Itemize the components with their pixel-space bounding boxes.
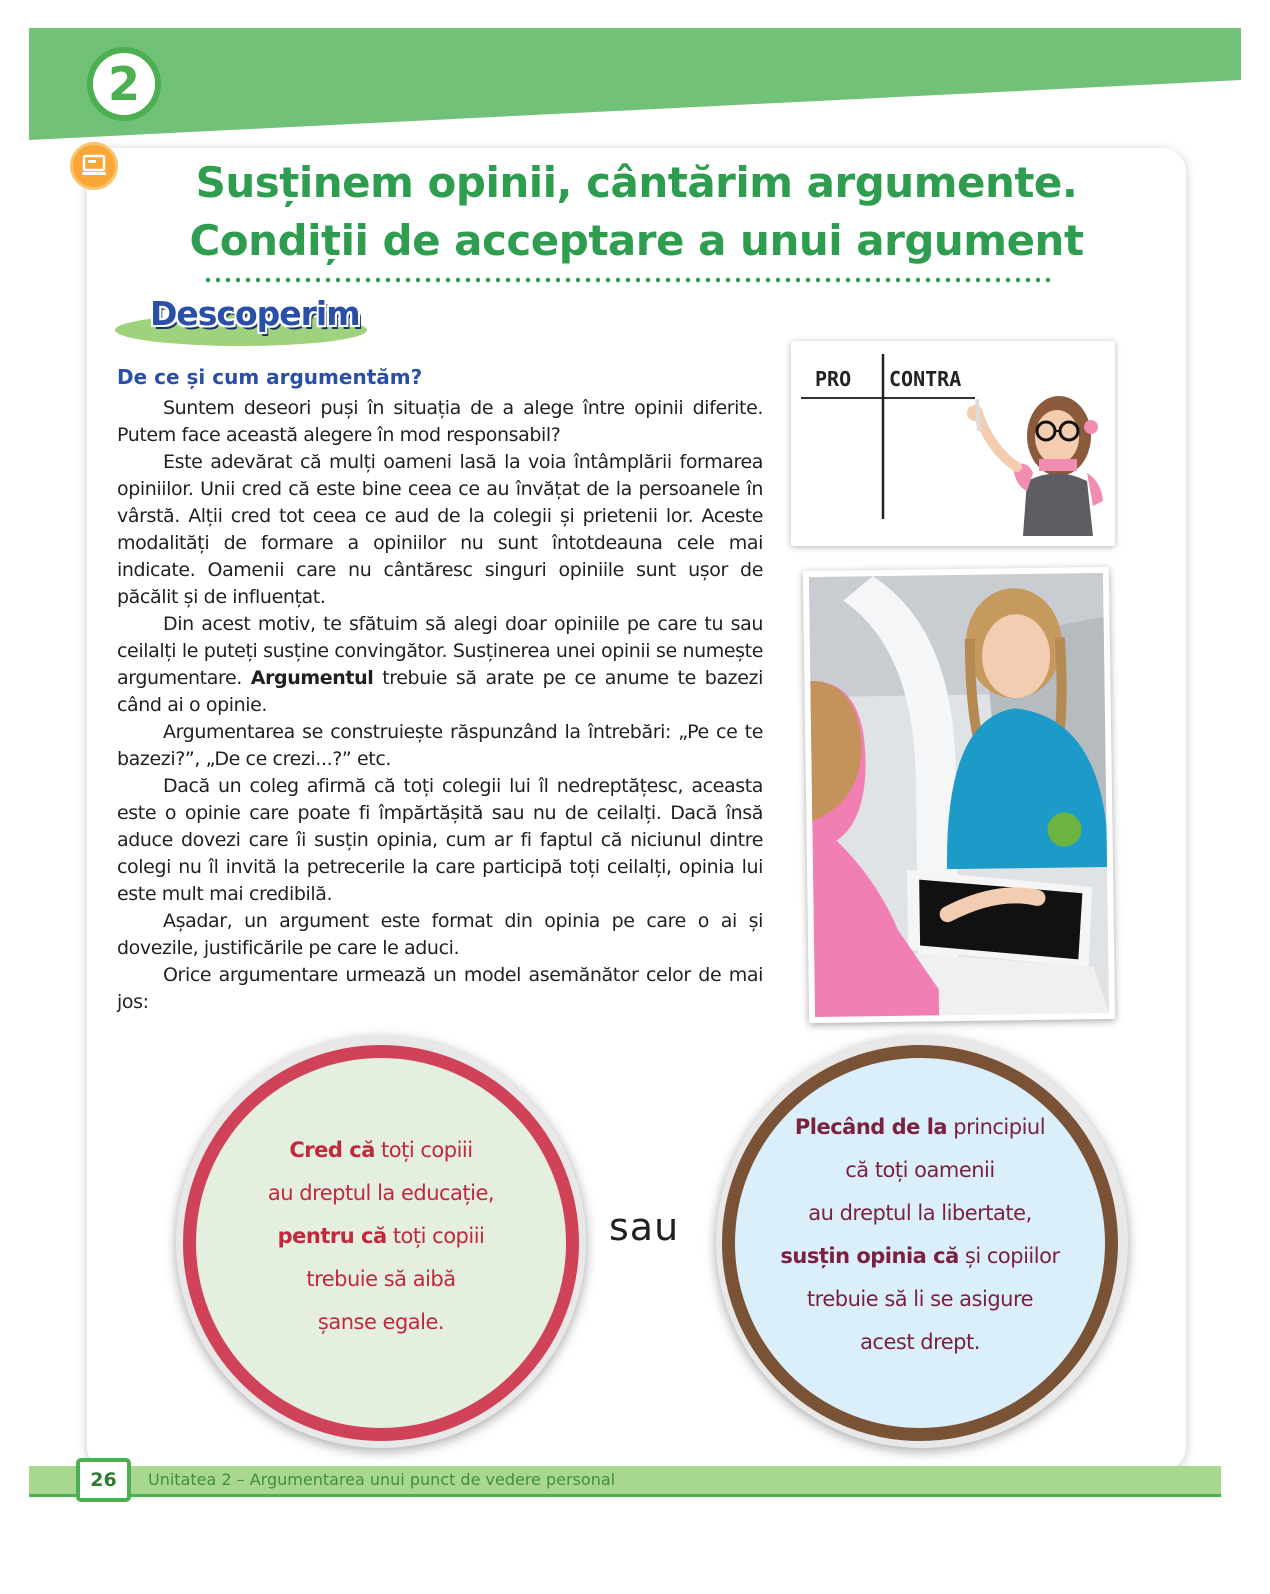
paragraph-4: Argumentarea se construiește răspunzând la întrebări: „Pe ce te bazezi?”, „De ce crezi...?” etc. (117, 721, 763, 770)
right-line-5: trebuie să li se asigure (806, 1287, 1034, 1311)
pro-label: PRO (815, 367, 852, 391)
contra-label: CONTRA (889, 367, 962, 391)
right-line-2: că toți oamenii (845, 1158, 995, 1182)
right-line-1: Plecând de la principiul (794, 1115, 1046, 1139)
page-title-line-2: Condiții de acceptare a unui argument (189, 216, 1084, 265)
left-line-1: Cred că toți copiii (289, 1137, 473, 1162)
paragraph-1: Suntem deseori puși în situația de a alege între opinii diferite. Putem face această alegere în mod responsabil? (117, 397, 763, 446)
page-number: 26 (76, 1458, 131, 1502)
section-label: Descoperim (150, 294, 360, 333)
unit-number-badge (87, 47, 161, 121)
footer-unit-title: Unitatea 2 – Argumentarea unui punct de vedere personal (148, 1470, 616, 1489)
left-argument-circle (183, 1045, 579, 1441)
header-band (29, 28, 1241, 140)
left-line-4: trebuie să aibă (306, 1266, 456, 1291)
argument-term: Argumentul (250, 667, 374, 689)
right-line-4: susțin opinia că și copiilor (780, 1244, 1060, 1268)
right-argument-circle (722, 1045, 1118, 1441)
right-argument-text (780, 1106, 1059, 1364)
paragraph-5: Dacă un coleg afirmă că toți colegii lui îl nedreptățesc, aceasta este o opinie care poate fi împărtășită sau nu de ceilalți. Dacă însă aduce dovezi care îi susțin opinia, cum ar fi faptul că niciunul dintre colegi nu îl invită la petrecerile la care participă toți ceilalți, opinia lui este mult mai credibilă. (117, 775, 763, 905)
right-line-3: au dreptul la libertate, (808, 1201, 1032, 1225)
pro-contra-image (791, 341, 1115, 546)
connector-word: sau (609, 1205, 680, 1249)
paragraph-3: Din acest motiv, te sfătuim să alegi doar opiniile pe care tu sau ceilalți le puteți susține convingător. Susținerea unei opinii se numește argumentare. Argumentul trebuie să arate pe ce anume te bazezi când ai o opinie. (117, 613, 763, 716)
page-title-line-1: Susținem opinii, cântărim argumente. (195, 158, 1078, 207)
unit-number: 2 (107, 57, 140, 111)
girls-laptop-photo (803, 567, 1115, 1023)
right-line-6: acest drept. (860, 1330, 980, 1354)
footer-line (29, 1494, 1221, 1497)
left-argument-text (268, 1129, 494, 1344)
body-text (117, 395, 763, 1016)
left-line-3: pentru că toți copiii (277, 1223, 485, 1248)
paragraph-7: Orice argumentare urmează un model asemănător celor de mai jos: (117, 964, 763, 1013)
left-line-5: șanse egale. (317, 1309, 445, 1334)
title-dotted-divider (205, 276, 1051, 284)
paragraph-6: Așadar, un argument este format din opinia pe care o ai și dovezile, justificările pe care le aduci. (117, 910, 763, 959)
left-line-2: au dreptul la educație, (267, 1180, 495, 1205)
subheading: De ce și cum argumentăm? (117, 365, 423, 389)
paragraph-2: Este adevărat că mulți oameni lasă la voia întâmplării formarea opiniilor. Unii cred că este bine ceea ce au învățat de la persoanele în vârstă. Alții cred tot ceea ce aud de la colegii și prietenii lor. Aceste modalități de formare a opiniilor nu sunt întotdeauna cele mai indicate. Oamenii care nu cântăresc singuri opiniile sunt ușor de păcălit și de influențat. (117, 451, 763, 608)
